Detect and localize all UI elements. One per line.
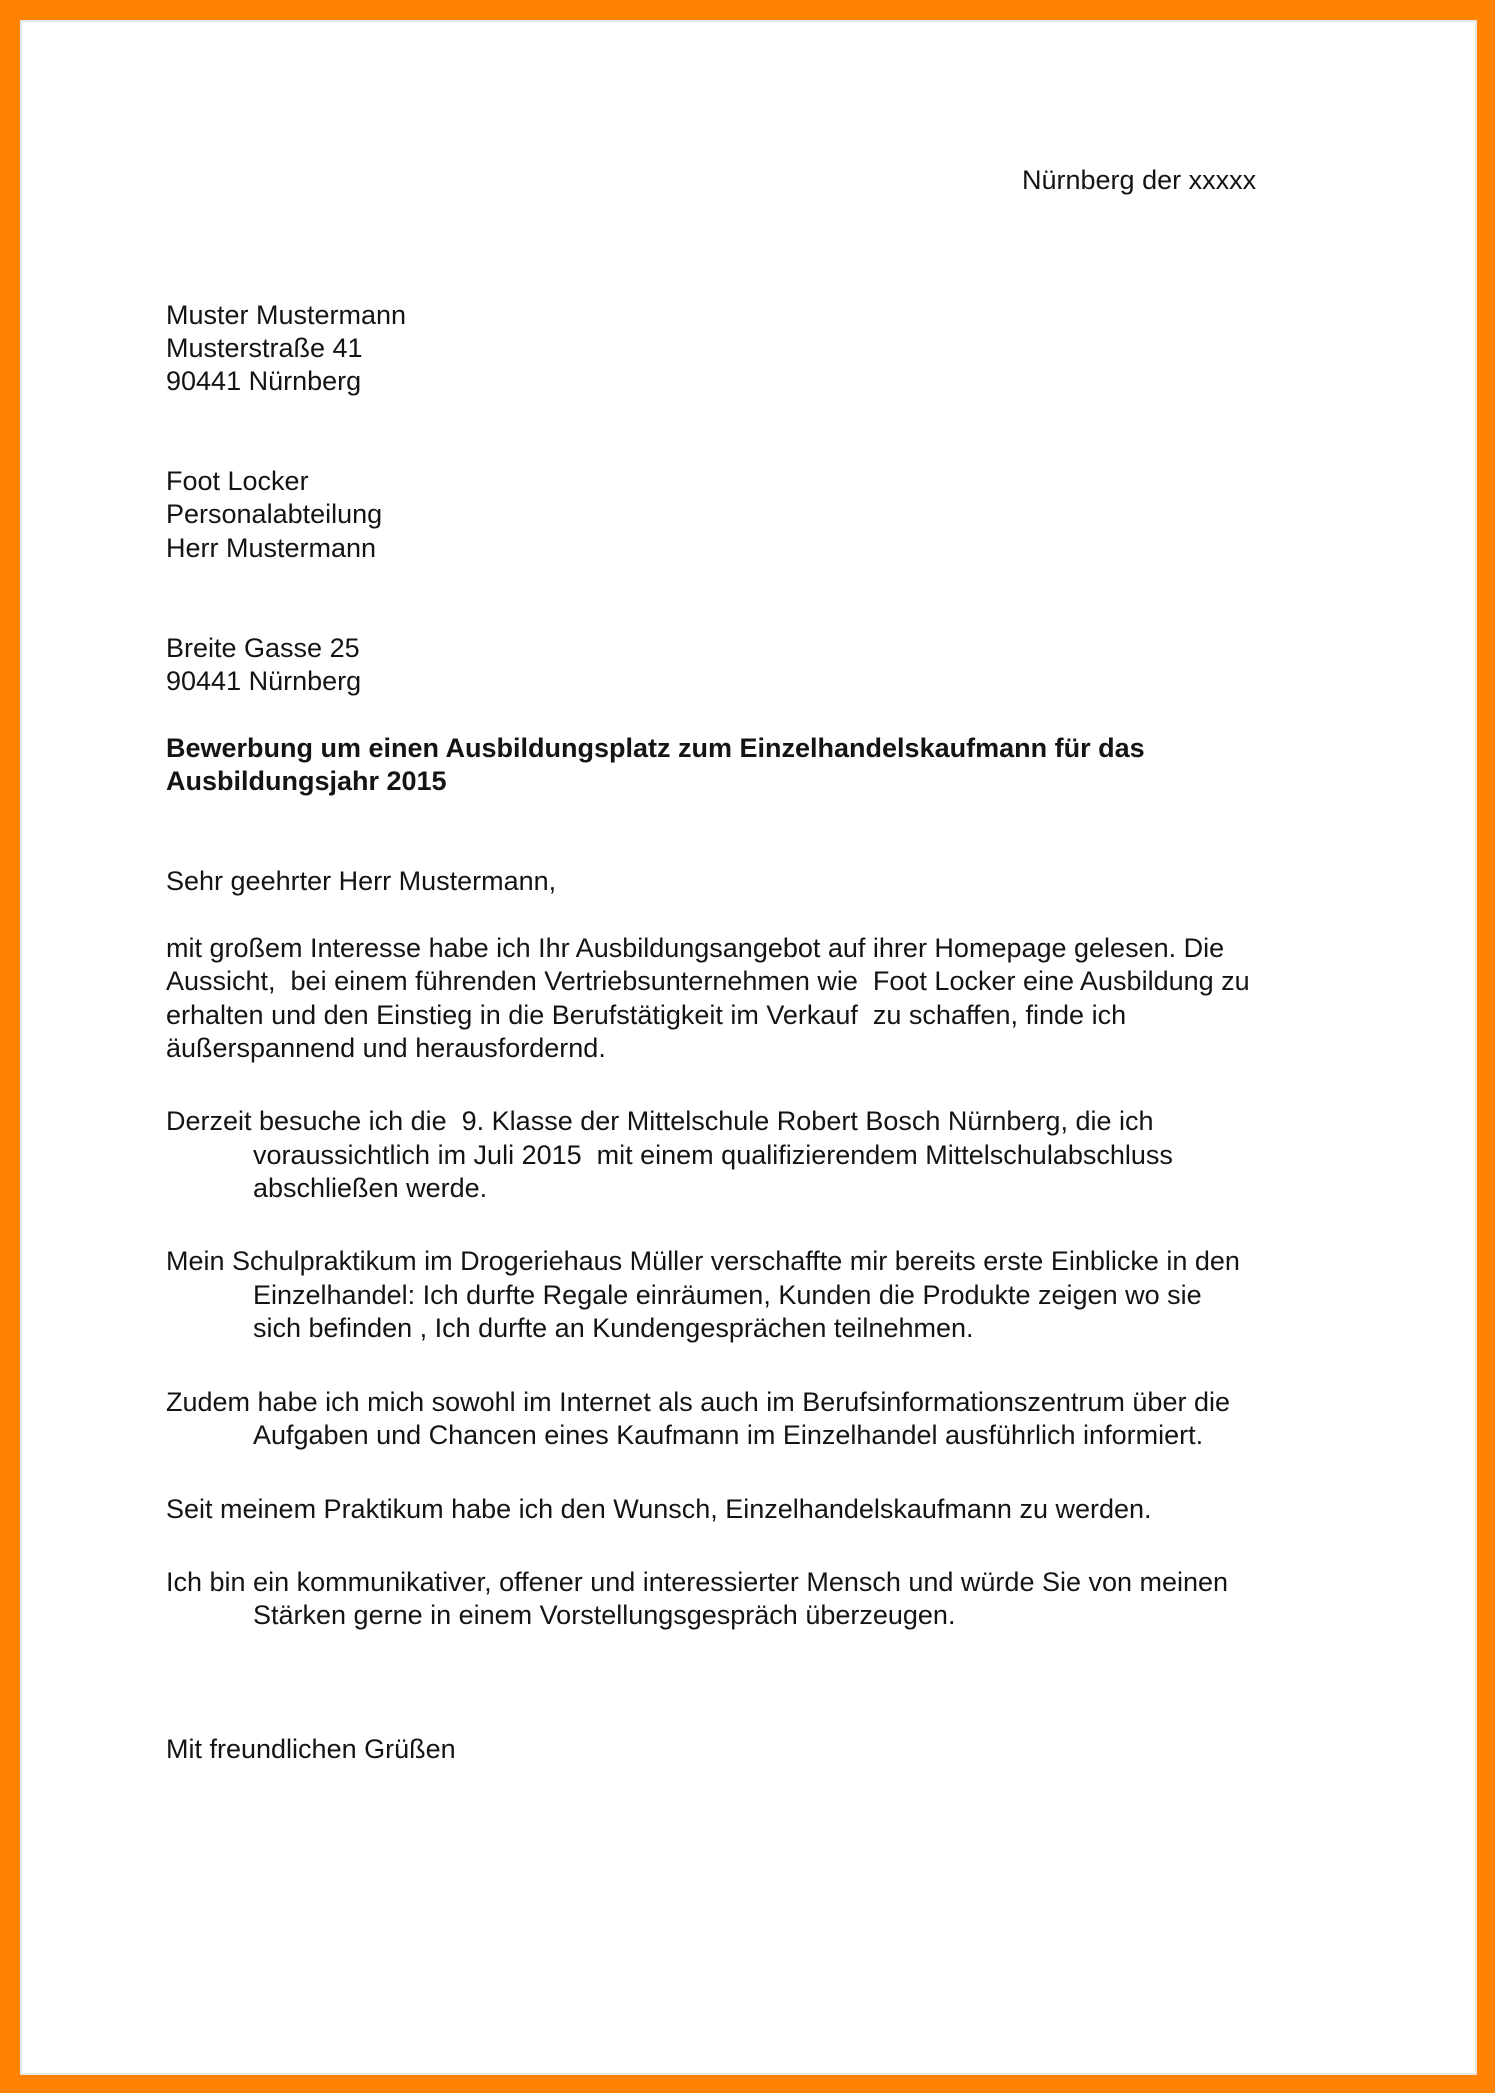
- recipient-street: Breite Gasse 25: [166, 633, 360, 663]
- subject-line-2: Ausbildungsjahr 2015: [166, 766, 447, 796]
- paragraph-line: voraussichtlich im Juli 2015 mit einem qualifizierendem Mittelschulabschluss: [253, 1140, 1173, 1170]
- sender-name: Muster Mustermann: [166, 300, 407, 330]
- subject-line-1: Bewerbung um einen Ausbildungsplatz zum Einzelhandelskaufmann für das: [166, 733, 1145, 763]
- paragraph-line: erhalten und den Einstieg in die Berufstätigkeit im Verkauf zu schaffen, finde ich: [166, 1000, 1127, 1030]
- paragraph-line: Mein Schulpraktikum im Drogeriehaus Müller verschaffte mir bereits erste Einblicke in den: [166, 1246, 1240, 1276]
- closing: Mit freundlichen Grüßen: [166, 1734, 456, 1764]
- paragraph-line: äußerspannend und herausfordernd.: [166, 1033, 606, 1063]
- recipient-city: 90441 Nürnberg: [166, 666, 362, 696]
- sender-city: 90441 Nürnberg: [166, 366, 362, 396]
- paragraph-line: sich befinden , Ich durfte an Kundengesprächen teilnehmen.: [253, 1313, 974, 1343]
- paragraph-line: Seit meinem Praktikum habe ich den Wunsch, Einzelhandelskaufmann zu werden.: [166, 1494, 1152, 1524]
- paragraph-line: abschließen werde.: [253, 1173, 488, 1203]
- paragraph-line: Derzeit besuche ich die 9. Klasse der Mittelschule Robert Bosch Nürnberg, die ich: [166, 1106, 1154, 1136]
- paragraph-line: Aufgaben und Chancen eines Kaufmann im Einzelhandel ausführlich informiert.: [253, 1420, 1204, 1450]
- paragraph-line: Ich bin ein kommunikativer, offener und interessierter Mensch und würde Sie von meinen: [166, 1567, 1229, 1597]
- letter-sheet: [20, 20, 1477, 2075]
- recipient-department: Personalabteilung: [166, 499, 383, 529]
- paragraph-line: Zudem habe ich mich sowohl im Internet als auch im Berufsinformationszentrum über die: [166, 1387, 1230, 1417]
- sender-street: Musterstraße 41: [166, 333, 363, 363]
- paragraph-line: Einzelhandel: Ich durfte Regale einräumen, Kunden die Produkte zeigen wo sie: [253, 1280, 1202, 1310]
- paragraph-line: Aussicht, bei einem führenden Vertriebsunternehmen wie Foot Locker eine Ausbildung zu: [166, 966, 1250, 996]
- recipient-company: Foot Locker: [166, 466, 309, 496]
- salutation: Sehr geehrter Herr Mustermann,: [166, 866, 557, 896]
- recipient-contact: Herr Mustermann: [166, 533, 377, 563]
- paragraph-line: mit großem Interesse habe ich Ihr Ausbildungsangebot auf ihrer Homepage gelesen. Die: [166, 933, 1225, 963]
- paragraph-line: Stärken gerne in einem Vorstellungsgespräch überzeugen.: [253, 1600, 956, 1630]
- date-line: Nürnberg der xxxxx: [1022, 165, 1257, 195]
